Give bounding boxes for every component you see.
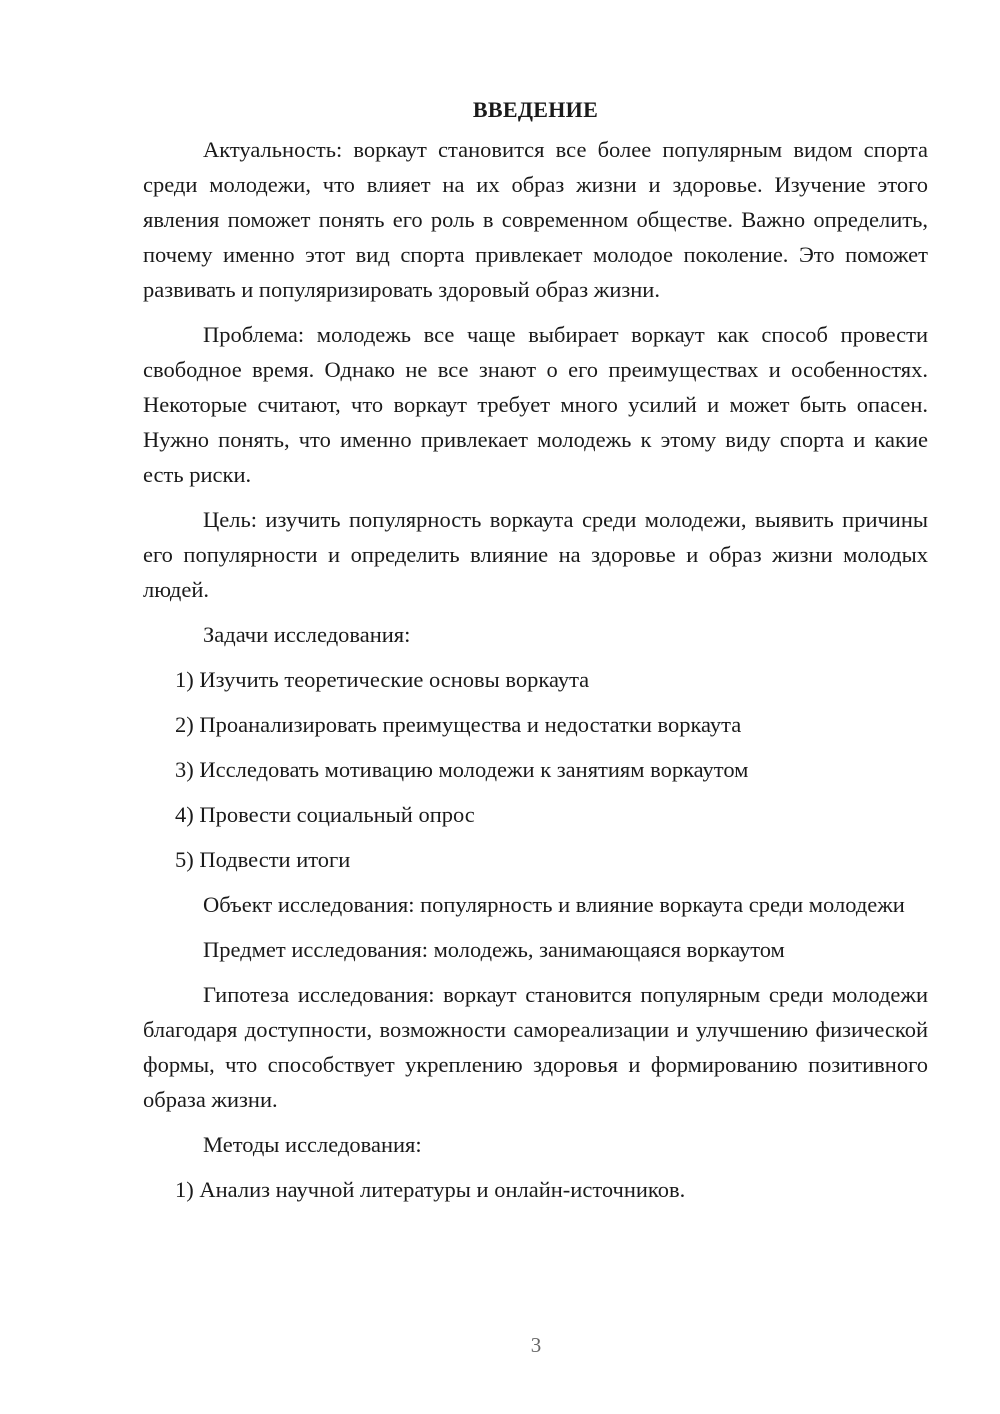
problem-paragraph: Проблема: молодежь все чаще выбирает воркаут как способ провести свободное время. Однако не все знают о его преимуществах и особенностях. Некоторые считают, что воркаут требует много усилий и может быть опасен. Нужно понять, что именно привлекает молодежь к этому виду спорта и какие есть риски. — [143, 322, 928, 487]
methods-list — [143, 1172, 928, 1207]
tasks-list — [143, 662, 928, 877]
page-number: 3 — [530, 1333, 542, 1357]
relevance-paragraph: Актуальность: воркаут становится все более популярным видом спорта среди молодежи, что влияет на их образ жизни и здоровье. Изучение этого явления поможет понять его роль в современном обществе. Важно определить, почему именно этот вид спорта привлекает молодое поколение. Это поможет развивать и популяризировать здоровый образ жизни. — [143, 137, 928, 302]
tasks-heading: Задачи исследования: — [203, 622, 411, 647]
hypothesis-paragraph: Гипотеза исследования: воркаут становится популярным среди молодежи благодаря доступности, возможности самореализации и улучшению физической формы, что способствует укреплению здоровья и формированию позитивного образа жизни. — [143, 982, 928, 1112]
object-paragraph: Объект исследования: популярность и влияние воркаута среди молодежи — [203, 892, 905, 917]
goal-paragraph: Цель: изучить популярность воркаута среди молодежи, выявить причины его популярности и определить влияние на здоровье и образ жизни молодых людей. — [143, 507, 928, 602]
task-item: 5) Подвести итоги — [175, 847, 351, 872]
task-item: 3) Исследовать мотивацию молодежи к занятиям воркаутом — [175, 757, 749, 782]
task-item: 1) Изучить теоретические основы воркаута — [175, 667, 590, 692]
page-content — [143, 92, 928, 1207]
method-item: 1) Анализ научной литературы и онлайн-источников. — [175, 1177, 686, 1202]
task-item: 4) Провести социальный опрос — [175, 802, 475, 827]
methods-heading: Методы исследования: — [203, 1132, 422, 1157]
section-title: ВВЕДЕНИЕ — [472, 97, 599, 122]
subject-paragraph: Предмет исследования: молодежь, занимающаяся воркаутом — [203, 937, 785, 962]
task-item: 2) Проанализировать преимущества и недостатки воркаута — [175, 712, 742, 737]
